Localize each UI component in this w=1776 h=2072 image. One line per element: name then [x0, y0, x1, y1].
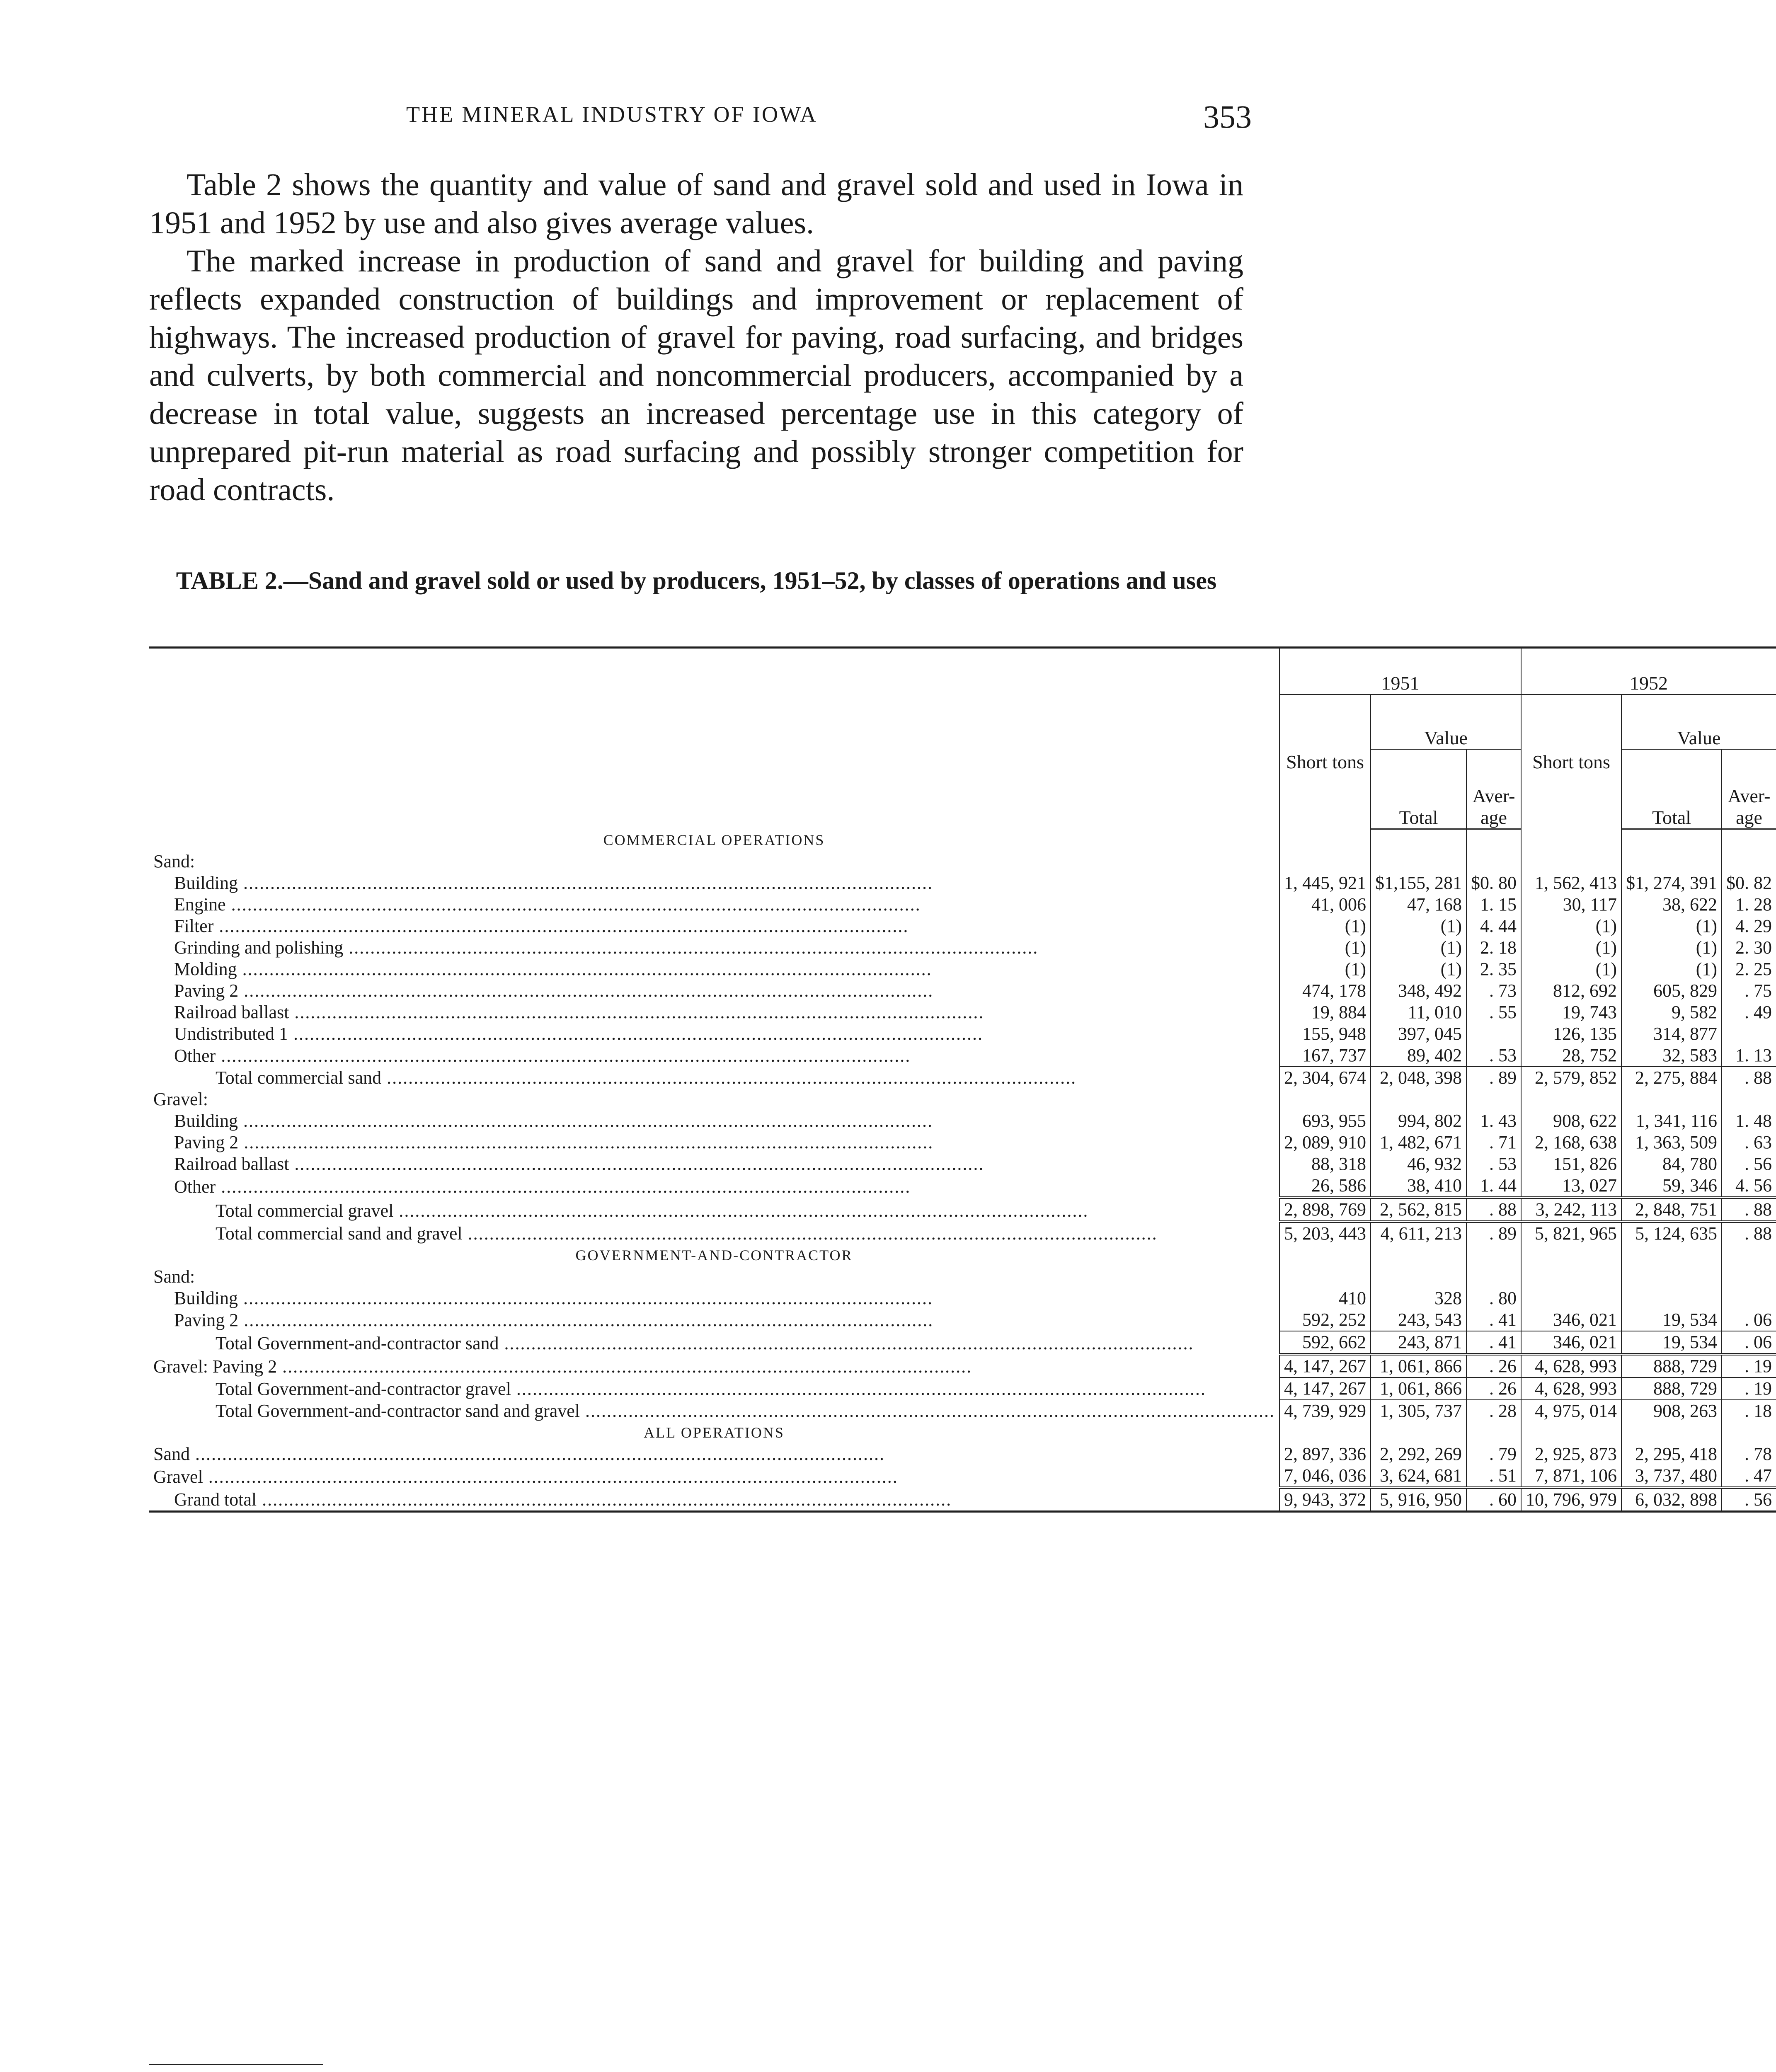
- cell-tv52: 6, 032, 898: [1621, 1488, 1722, 1512]
- cell-st51: (1): [1279, 915, 1371, 937]
- cell-tv52: 2, 295, 418: [1621, 1443, 1722, 1465]
- row-label: Building .....: [149, 1288, 1279, 1309]
- cell-tv51: 47, 168: [1371, 894, 1466, 915]
- section-row: [149, 1244, 1776, 1266]
- cell-tv52: 1, 363, 509: [1621, 1132, 1722, 1153]
- cell-st51: 167, 737: [1279, 1045, 1371, 1067]
- total-row: [149, 1400, 1776, 1422]
- group-label-sand: Sand:: [153, 851, 195, 871]
- cell-st51: 2, 898, 769: [1279, 1198, 1371, 1222]
- cell-st51: 592, 252: [1279, 1309, 1371, 1331]
- total-row: [149, 1377, 1776, 1400]
- cell-tv52: (1): [1621, 915, 1722, 937]
- cell-st52: 28, 752: [1521, 1045, 1621, 1067]
- row-label: Building .....: [149, 1110, 1279, 1132]
- gravel-group-rows: [149, 1089, 1776, 1110]
- cell-st51: 2, 089, 910: [1279, 1132, 1371, 1153]
- section-government: GOVERNMENT-AND-CONTRACTOR: [575, 1247, 853, 1264]
- cell-av51: 2. 18: [1466, 937, 1521, 959]
- cell-av51: . 51: [1466, 1465, 1521, 1488]
- table-title: [149, 566, 1243, 595]
- cell-av51: . 55: [1466, 1002, 1521, 1023]
- cell-st52: (1): [1521, 937, 1621, 959]
- cell-av51: $0. 80: [1466, 872, 1521, 894]
- cell-tv51: 1, 061, 866: [1371, 1354, 1466, 1377]
- cell-tv51: (1): [1371, 915, 1466, 937]
- cell-tv52: 9, 582: [1621, 1002, 1722, 1023]
- cell-av51: . 28: [1466, 1400, 1521, 1422]
- cell-st52: 2, 925, 873: [1521, 1443, 1621, 1465]
- cell-st51: 88, 318: [1279, 1153, 1371, 1175]
- cell-tv51: 243, 871: [1371, 1331, 1466, 1354]
- section-row: [149, 1422, 1776, 1443]
- short-tons-1952-header: Short tons: [1521, 695, 1621, 829]
- footnote-rule: [149, 2064, 323, 2065]
- cell-st52: 30, 117: [1521, 894, 1621, 915]
- cell-tv51: 46, 932: [1371, 1153, 1466, 1175]
- row-label: Total commercial gravel .....: [149, 1198, 1279, 1222]
- row-label: Gravel .....: [149, 1465, 1279, 1488]
- government-section-rows: [149, 1244, 1776, 1288]
- cell-st52: 4, 975, 014: [1521, 1400, 1621, 1422]
- paragraph-2: The marked increase in production of sand and gravel for building and paving reflects expanded construction of buildings and improvement or replacement of highways. The increased production of gravel for paving, road surfacing, and bridges and culverts, by both commercial and noncommercial producers, accompanied by a decrease in total value, suggests an increased percentage use in this category of unprepared pit-run material as road surfacing and possibly stronger competition for road contracts.: [149, 244, 1243, 507]
- cell-av52: . 56: [1722, 1488, 1776, 1512]
- cell-av52: 4. 56: [1722, 1175, 1776, 1198]
- table-row: [149, 1045, 1776, 1067]
- running-title: THE MINERAL INDUSTRY OF IOWA: [406, 102, 818, 127]
- cell-av51: . 88: [1466, 1198, 1521, 1222]
- year-1952-header: 1952: [1521, 648, 1776, 695]
- group-row: [149, 851, 1776, 872]
- table-row: [149, 915, 1776, 937]
- cell-st51: 693, 955: [1279, 1110, 1371, 1132]
- cell-av51: . 26: [1466, 1377, 1521, 1400]
- row-label: Filter .....: [149, 915, 1279, 937]
- cell-st52: 3, 242, 113: [1521, 1198, 1621, 1222]
- cell-st52: 13, 027: [1521, 1175, 1621, 1198]
- cell-tv51: 5, 916, 950: [1371, 1488, 1466, 1512]
- cell-st52: 151, 826: [1521, 1153, 1621, 1175]
- cell-av52: . 19: [1722, 1377, 1776, 1400]
- cell-av52: $0. 82: [1722, 872, 1776, 894]
- row-label: Total commercial sand .....: [149, 1067, 1279, 1089]
- cell-tv52: 19, 534: [1621, 1331, 1722, 1354]
- cell-av51: . 26: [1466, 1354, 1521, 1377]
- table-row: [149, 1153, 1776, 1175]
- section-commercial: COMMERCIAL OPERATIONS: [603, 831, 825, 848]
- row-label: Undistributed 1 .....: [149, 1023, 1279, 1045]
- cell-av52: . 19: [1722, 1354, 1776, 1377]
- cell-tv51: 994, 802: [1371, 1110, 1466, 1132]
- commercial-sand-rows: [149, 872, 1776, 1067]
- cell-st52: 346, 021: [1521, 1331, 1621, 1354]
- row-label: Grinding and polishing .....: [149, 937, 1279, 959]
- sand-gravel-table: [149, 646, 1776, 1513]
- cell-st51: 9, 943, 372: [1279, 1488, 1371, 1512]
- table-row: [149, 872, 1776, 894]
- table-row: [149, 1288, 1776, 1309]
- cell-tv51: 243, 543: [1371, 1309, 1466, 1331]
- table-title-lead: TABLE 2.: [176, 567, 283, 594]
- cell-st52: 908, 622: [1521, 1110, 1621, 1132]
- row-label: Sand .....: [149, 1443, 1279, 1465]
- cell-st52: 812, 692: [1521, 980, 1621, 1002]
- cell-tv52: 1, 341, 116: [1621, 1110, 1722, 1132]
- cell-tv51: 38, 410: [1371, 1175, 1466, 1198]
- row-label: Building .....: [149, 872, 1279, 894]
- cell-tv51: $1,155, 281: [1371, 872, 1466, 894]
- cell-av51: . 89: [1466, 1222, 1521, 1244]
- table-row: [149, 1175, 1776, 1198]
- cell-av52: 2. 25: [1722, 959, 1776, 980]
- cell-tv51: (1): [1371, 959, 1466, 980]
- row-label: Other .....: [149, 1045, 1279, 1067]
- cell-tv51: 397, 045: [1371, 1023, 1466, 1045]
- cell-tv52: 3, 737, 480: [1621, 1465, 1722, 1488]
- average-1951-header: Aver-age: [1466, 749, 1521, 829]
- cell-av52: 1. 48: [1722, 1110, 1776, 1132]
- cell-av52: . 56: [1722, 1153, 1776, 1175]
- table-row: [149, 1443, 1776, 1465]
- total-row: [149, 1198, 1776, 1222]
- cell-st52: [1521, 1288, 1621, 1309]
- cell-av52: . 88: [1722, 1222, 1776, 1244]
- row-label: Total Government-and-contractor sand and gravel .....: [149, 1400, 1279, 1422]
- total-commercial-sand-rows: [149, 1067, 1776, 1089]
- section-all: ALL OPERATIONS: [644, 1424, 785, 1441]
- cell-av51: . 73: [1466, 980, 1521, 1002]
- cell-tv51: 89, 402: [1371, 1045, 1466, 1067]
- cell-st51: 5, 203, 443: [1279, 1222, 1371, 1244]
- cell-tv52: 5, 124, 635: [1621, 1222, 1722, 1244]
- cell-st51: 1, 445, 921: [1279, 872, 1371, 894]
- grand-total-row: [149, 1488, 1776, 1512]
- group-row: [149, 1089, 1776, 1110]
- table-row: [149, 1023, 1776, 1045]
- table-row: [149, 1132, 1776, 1153]
- row-label: Molding .....: [149, 959, 1279, 980]
- cell-av51: . 53: [1466, 1045, 1521, 1067]
- commercial-gravel-rows: [149, 1110, 1776, 1198]
- cell-tv52: 2, 848, 751: [1621, 1198, 1722, 1222]
- row-label: Total commercial sand and gravel .....: [149, 1222, 1279, 1244]
- cell-st51: 2, 304, 674: [1279, 1067, 1371, 1089]
- cell-tv52: (1): [1621, 959, 1722, 980]
- cell-tv52: 84, 780: [1621, 1153, 1722, 1175]
- table-title-rest: —Sand and gravel sold or used by producers, 1951–52, by classes of operations and uses: [283, 567, 1217, 594]
- body-text: [149, 166, 1243, 509]
- year-1951-header: 1951: [1279, 648, 1521, 695]
- row-label: Railroad ballast .....: [149, 1002, 1279, 1023]
- cell-av51: 4. 44: [1466, 915, 1521, 937]
- cell-av51: . 41: [1466, 1309, 1521, 1331]
- table-row: [149, 1309, 1776, 1331]
- cell-st52: 5, 821, 965: [1521, 1222, 1621, 1244]
- cell-st51: 4, 739, 929: [1279, 1400, 1371, 1422]
- cell-tv52: 38, 622: [1621, 894, 1722, 915]
- cell-tv51: 1, 305, 737: [1371, 1400, 1466, 1422]
- cell-st52: 4, 628, 993: [1521, 1377, 1621, 1400]
- cell-av52: 1. 13: [1722, 1045, 1776, 1067]
- paragraph-1: Table 2 shows the quantity and value of sand and gravel sold and used in Iowa in 1951 and 1952 by use and also gives average values.: [149, 167, 1243, 240]
- cell-st52: (1): [1521, 915, 1621, 937]
- cell-st51: 4, 147, 267: [1279, 1377, 1371, 1400]
- cell-av52: [1722, 1288, 1776, 1309]
- row-label: Paving 2 .....: [149, 1132, 1279, 1153]
- table-row: [149, 959, 1776, 980]
- cell-tv51: 328: [1371, 1288, 1466, 1309]
- cell-av52: . 88: [1722, 1067, 1776, 1089]
- cell-st52: 126, 135: [1521, 1023, 1621, 1045]
- cell-tv51: 2, 562, 815: [1371, 1198, 1466, 1222]
- cell-st51: 41, 006: [1279, 894, 1371, 915]
- all-section-rows: [149, 1422, 1776, 1443]
- cell-tv51: 1, 061, 866: [1371, 1377, 1466, 1400]
- cell-tv51: 348, 492: [1371, 980, 1466, 1002]
- row-label: Total Government-and-contractor sand .....: [149, 1331, 1279, 1354]
- cell-av51: . 79: [1466, 1443, 1521, 1465]
- stub-header: [149, 648, 1279, 829]
- cell-tv51: 4, 611, 213: [1371, 1222, 1466, 1244]
- cell-av51: . 41: [1466, 1331, 1521, 1354]
- cell-tv52: (1): [1621, 937, 1722, 959]
- cell-av52: . 78: [1722, 1443, 1776, 1465]
- cell-av52: . 06: [1722, 1309, 1776, 1331]
- cell-tv52: 605, 829: [1621, 980, 1722, 1002]
- table-container: [149, 646, 1772, 1513]
- cell-st51: 592, 662: [1279, 1331, 1371, 1354]
- cell-st52: 19, 743: [1521, 1002, 1621, 1023]
- table-body: [149, 829, 1776, 872]
- cell-st51: 19, 884: [1279, 1002, 1371, 1023]
- cell-av52: . 88: [1722, 1198, 1776, 1222]
- cell-st52: 1, 562, 413: [1521, 872, 1621, 894]
- cell-st52: 346, 021: [1521, 1309, 1621, 1331]
- cell-tv51: 2, 292, 269: [1371, 1443, 1466, 1465]
- cell-tv52: 888, 729: [1621, 1377, 1722, 1400]
- cell-av52: 2. 30: [1722, 937, 1776, 959]
- cell-av51: 2. 35: [1466, 959, 1521, 980]
- cell-st51: 4, 147, 267: [1279, 1354, 1371, 1377]
- average-1952-header: Aver-age: [1722, 749, 1776, 829]
- section-row: [149, 829, 1776, 851]
- row-label: Grand total .....: [149, 1488, 1279, 1512]
- cell-st51: 2, 897, 336: [1279, 1443, 1371, 1465]
- group-label-gravel: Gravel:: [153, 1089, 208, 1109]
- cell-tv52: 314, 877: [1621, 1023, 1722, 1045]
- cell-av52: . 49: [1722, 1002, 1776, 1023]
- commercial-totals-rows: [149, 1198, 1776, 1244]
- cell-st52: 4, 628, 993: [1521, 1354, 1621, 1377]
- cell-st52: 7, 871, 106: [1521, 1465, 1621, 1488]
- table-row: [149, 1110, 1776, 1132]
- cell-av52: . 75: [1722, 980, 1776, 1002]
- cell-av51: 1. 15: [1466, 894, 1521, 915]
- row-label: Engine .....: [149, 894, 1279, 915]
- cell-av52: [1722, 1023, 1776, 1045]
- row-label: Paving 2 .....: [149, 980, 1279, 1002]
- cell-st52: 2, 168, 638: [1521, 1132, 1621, 1153]
- total-1951-header: Total: [1371, 749, 1466, 829]
- page-number: 353: [1203, 99, 1252, 135]
- all-operations-rows: [149, 1443, 1776, 1512]
- cell-tv51: 3, 624, 681: [1371, 1465, 1466, 1488]
- group-row: [149, 1266, 1776, 1288]
- group-label-gov-sand: Sand:: [153, 1266, 195, 1287]
- row-label: Paving 2 .....: [149, 1309, 1279, 1331]
- row-label: Total Government-and-contractor gravel .....: [149, 1377, 1279, 1400]
- cell-av52: . 18: [1722, 1400, 1776, 1422]
- value-1951-header: Value: [1371, 695, 1521, 749]
- cell-st51: 7, 046, 036: [1279, 1465, 1371, 1488]
- cell-tv51: (1): [1371, 937, 1466, 959]
- total-row: [149, 1067, 1776, 1089]
- cell-av52: . 06: [1722, 1331, 1776, 1354]
- value-1952-header: Value: [1621, 695, 1776, 749]
- table-row: [149, 1465, 1776, 1488]
- cell-tv52: $1, 274, 391: [1621, 872, 1722, 894]
- row-label: Other .....: [149, 1175, 1279, 1198]
- cell-st51: 26, 586: [1279, 1175, 1371, 1198]
- cell-tv51: 1, 482, 671: [1371, 1132, 1466, 1153]
- cell-st51: 410: [1279, 1288, 1371, 1309]
- cell-av52: . 63: [1722, 1132, 1776, 1153]
- short-tons-1951-header: Short tons: [1279, 695, 1371, 829]
- row-label: Gravel: Paving 2 .....: [149, 1354, 1279, 1377]
- cell-st52: 10, 796, 979: [1521, 1488, 1621, 1512]
- cell-av51: . 53: [1466, 1153, 1521, 1175]
- cell-av52: 1. 28: [1722, 894, 1776, 915]
- cell-av51: 1. 44: [1466, 1175, 1521, 1198]
- cell-tv52: 908, 263: [1621, 1400, 1722, 1422]
- cell-st51: 474, 178: [1279, 980, 1371, 1002]
- table-row: [149, 937, 1776, 959]
- row-label: Railroad ballast .....: [149, 1153, 1279, 1175]
- cell-tv52: 59, 346: [1621, 1175, 1722, 1198]
- cell-tv52: 888, 729: [1621, 1354, 1722, 1377]
- total-row: [149, 1331, 1776, 1354]
- cell-av51: . 80: [1466, 1288, 1521, 1309]
- cell-st52: (1): [1521, 959, 1621, 980]
- cell-tv52: 2, 275, 884: [1621, 1067, 1722, 1089]
- cell-tv52: [1621, 1288, 1722, 1309]
- cell-av51: [1466, 1023, 1521, 1045]
- cell-tv51: 2, 048, 398: [1371, 1067, 1466, 1089]
- cell-av51: . 89: [1466, 1067, 1521, 1089]
- cell-st51: (1): [1279, 937, 1371, 959]
- total-1952-header: Total: [1621, 749, 1722, 829]
- cell-av52: . 47: [1722, 1465, 1776, 1488]
- total-row: [149, 1222, 1776, 1244]
- table-row: [149, 1354, 1776, 1377]
- table-row: [149, 980, 1776, 1002]
- government-rows: [149, 1288, 1776, 1422]
- cell-av52: 4. 29: [1722, 915, 1776, 937]
- table-row: [149, 1002, 1776, 1023]
- cell-av51: . 71: [1466, 1132, 1521, 1153]
- cell-st52: 2, 579, 852: [1521, 1067, 1621, 1089]
- cell-tv52: 32, 583: [1621, 1045, 1722, 1067]
- cell-av51: . 60: [1466, 1488, 1521, 1512]
- table-row: [149, 894, 1776, 915]
- running-header: [149, 99, 1252, 139]
- cell-av51: 1. 43: [1466, 1110, 1521, 1132]
- cell-tv52: 19, 534: [1621, 1309, 1722, 1331]
- cell-st51: (1): [1279, 959, 1371, 980]
- cell-tv51: 11, 010: [1371, 1002, 1466, 1023]
- cell-st51: 155, 948: [1279, 1023, 1371, 1045]
